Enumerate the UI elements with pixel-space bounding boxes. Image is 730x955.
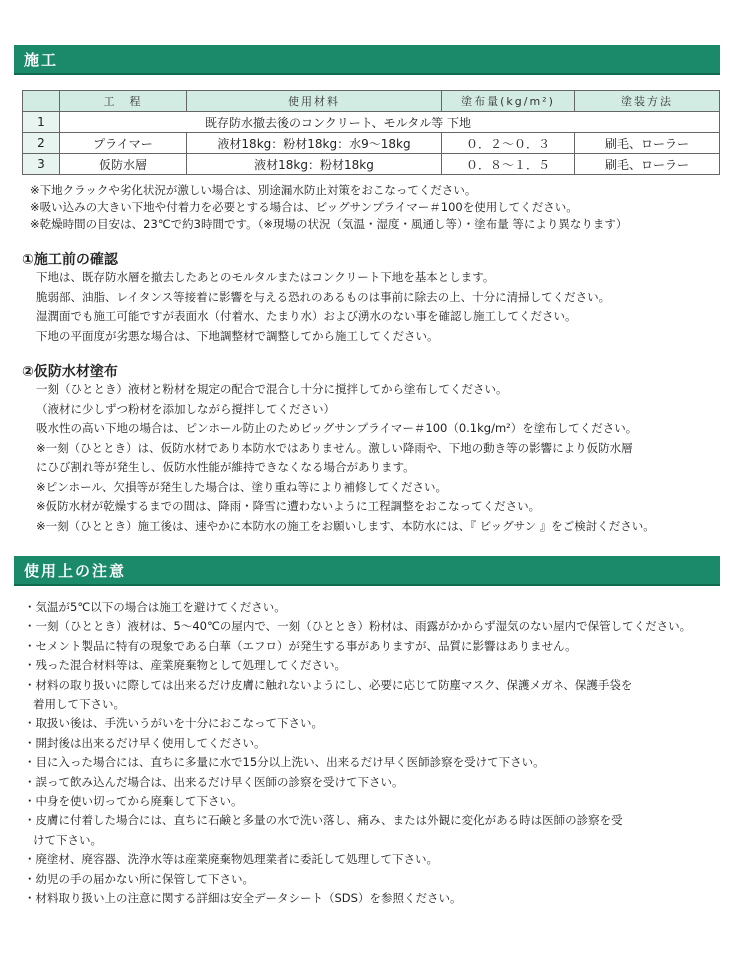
paragraph-line: 吸水性の高い下地の場合は、ピンホール防止のためビッグサンプライマー＃100（0.1kg/m²）を塗布してください。 xyxy=(36,421,638,435)
row-amount: ０．８～１．５ xyxy=(442,154,575,175)
list-item: ・中身を使い切ってから廃棄して下さい。 xyxy=(24,794,243,809)
list-item: ・材料取り扱い上の注意に関する詳細は安全データシート（SDS）を参照ください。 xyxy=(24,891,462,906)
list-item-continuation: 着用して下さい。 xyxy=(33,697,125,712)
caution-list xyxy=(24,598,691,909)
paragraph-line: （液材に少しずつ粉材を添加しながら撹拌してください） xyxy=(36,401,335,416)
row-method: 刷毛、ローラー xyxy=(575,133,720,154)
section-title: 施工 xyxy=(24,51,59,69)
row-material: 液材18kg：粉材18kg xyxy=(187,154,442,175)
row-method: 刷毛、ローラー xyxy=(575,154,720,175)
construction-table xyxy=(22,90,720,175)
list-item: ・廃塗材、廃容器、洗浄水等は産業廃棄物処理業者に委託して処理して下さい。 xyxy=(24,852,438,867)
paragraph-line: 下地は、既存防水層を撤去したあとのモルタルまたはコンクリート下地を基本とします。 xyxy=(36,270,495,284)
paragraph-line: 下地の平面度が劣悪な場合は、下地調整材で調整してから施工してください。 xyxy=(36,328,439,343)
col-header-material: 使用材料 xyxy=(187,91,442,112)
paragraph-line: 湿潤面でも施工可能ですが表面水（付着水、たまり水）および湧水のない事を確認し施工してください。 xyxy=(36,309,577,323)
paragraph-line: 脆弱部、油脂、レイタンス等接着に影響を与える恐れのあるものは事前に除去の上、十分に清掃してください。 xyxy=(36,289,611,304)
row-material: 液材18kg：粉材18kg：水9～18kg xyxy=(187,133,442,154)
section-banner-cautions xyxy=(14,556,720,586)
list-item: ・皮膚に付着した場合には、直ちに石鹸と多量の水で洗い落し、痛み、または外観に変化がある時は医師の診察を受 xyxy=(24,813,623,828)
note-line: ※下地クラックや劣化状況が激しい場合は、別途漏水防止対策をおこなってください。 xyxy=(30,183,477,197)
col-header-process: 工 程 xyxy=(60,91,187,112)
list-item: ・誤って飲み込んだ場合は、出来るだけ早く医師の診察を受けて下さい。 xyxy=(24,774,404,789)
row-merged: 既存防水撤去後のコンクリート、モルタル等 下地 xyxy=(60,112,720,133)
col-header-no xyxy=(23,91,60,112)
table-row xyxy=(23,133,720,154)
apply-paragraph xyxy=(36,380,726,536)
paragraph-line: 一刻（ひととき）液材と粉材を規定の配合で混合し十分に撹拌してから塗布してください。 xyxy=(36,382,508,396)
section-banner-construction xyxy=(14,45,720,75)
list-item: ・気温が5℃以下の場合は施工を避けてください。 xyxy=(24,600,286,614)
row-amount: ０．２～０．３ xyxy=(442,133,575,154)
row-process: プライマー xyxy=(60,133,187,154)
list-item: ・開封後は出来るだけ早く使用してください。 xyxy=(24,735,266,750)
row-process: 仮防水層 xyxy=(60,154,187,175)
note-line: ※吸い込みの大きい下地や付着力を必要とする場合は、ビッグサンプライマー＃100を使用してください。 xyxy=(30,200,578,214)
note-line: ※乾燥時間の目安は、23℃で約3時間です。（※現場の状況（気温・湿度・風通し等）・塗布量 等により異なります） xyxy=(30,217,628,231)
list-item-continuation: けて下さい。 xyxy=(33,832,102,847)
paragraph-line: ※一刻（ひととき）は、仮防水材であり本防水ではありません。激しい降雨や、下地の動き等の影響により仮防水層 xyxy=(36,440,633,455)
paragraph-line: ※ピンホール、欠損等が発生した場合は、塗り重ね等により補修してください。 xyxy=(36,479,447,494)
row-no: 3 xyxy=(23,154,60,175)
list-item: ・幼児の手の届かない所に保管して下さい。 xyxy=(24,871,254,886)
row-no: 2 xyxy=(23,133,60,154)
subsection-title-check: ①施工前の確認 xyxy=(22,252,118,268)
row-no: 1 xyxy=(23,112,60,133)
col-header-method: 塗装方法 xyxy=(575,91,720,112)
paragraph-line: ※一刻（ひととき）施工後は、速やかに本防水の施工をお願いします、本防水には、『 ビッグサン 』をご検討ください。 xyxy=(36,518,655,533)
col-header-amount: 塗布量(kg/m²) xyxy=(442,91,575,112)
paragraph-line: にひび割れ等が発生し、仮防水性能が維持できなくなる場合があります。 xyxy=(36,460,415,474)
table-row xyxy=(23,154,720,175)
list-item: ・目に入った場合には、直ちに多量に水で15分以上洗い、出来るだけ早く医師診察を受けて下さい。 xyxy=(24,755,545,770)
subsection-title-apply: ②仮防水材塗布 xyxy=(22,364,118,380)
check-paragraph xyxy=(36,268,726,346)
list-item: ・一刻（ひととき）液材は、5～40℃の屋内で、一刻（ひととき）粉材は、雨露がかからず湿気のない屋内で保管してください。 xyxy=(24,619,692,634)
list-item: ・セメント製品に特有の現象である白華（エフロ）が発生する事がありますが、品質に影響はありません。 xyxy=(24,638,577,653)
list-item: ・取扱い後は、手洗いうがいを十分におこなって下さい。 xyxy=(24,716,323,731)
list-item: ・材料の取り扱いに際しては出来るだけ皮膚に触れないようにし、必要に応じて防塵マスク、保護メガネ、保護手袋を xyxy=(24,677,633,692)
table-notes xyxy=(30,182,627,233)
section-title: 使用上の注意 xyxy=(24,562,127,580)
list-item: ・残った混合材料等は、産業廃棄物として処理してください。 xyxy=(24,658,346,673)
paragraph-line: ※仮防水材が乾燥するまでの間は、降雨・降雪に遭わないように工程調整をおこなってください。 xyxy=(36,499,541,513)
table-header-row xyxy=(23,91,720,112)
table-row xyxy=(23,112,720,133)
